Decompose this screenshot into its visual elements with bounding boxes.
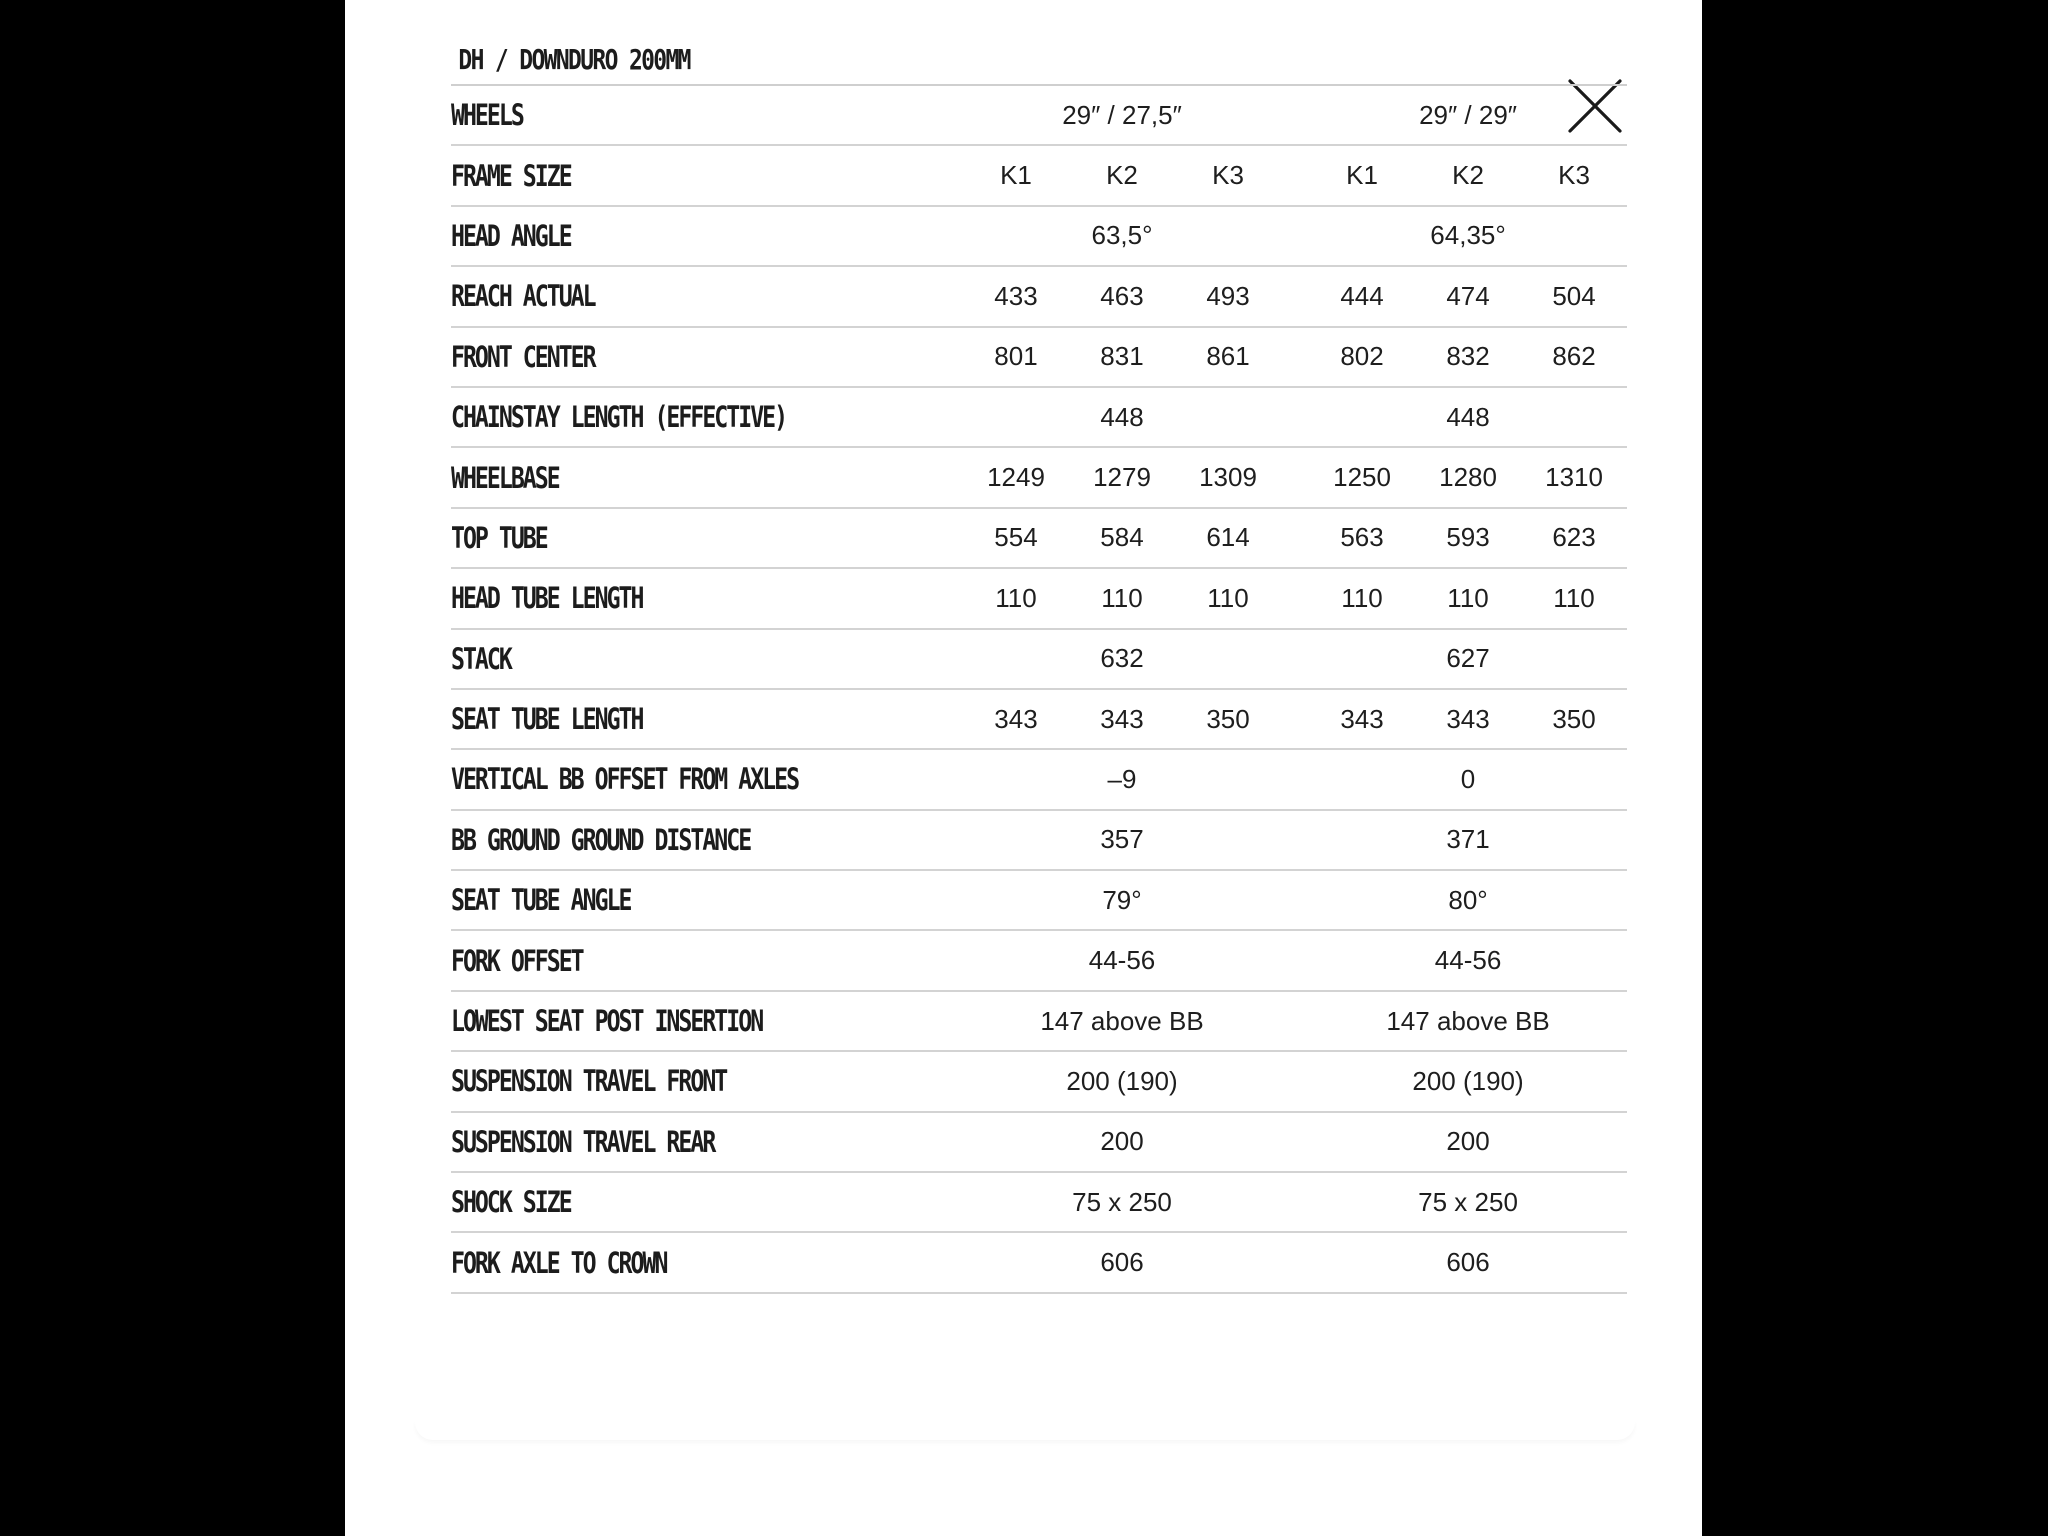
cell-value: 861 — [1206, 341, 1250, 372]
cell-value: 44-56 — [1088, 945, 1156, 976]
table-row — [451, 689, 1627, 749]
table-row — [451, 568, 1627, 628]
cell-value: 623 — [1552, 522, 1596, 553]
cell-value: 350 — [1206, 703, 1250, 734]
cell-value: 433 — [994, 280, 1038, 311]
cell-value: 802 — [1340, 341, 1384, 372]
row-label: STACK — [451, 641, 511, 676]
table-row — [451, 447, 1627, 507]
cell-value: 801 — [994, 341, 1038, 372]
table-row — [451, 930, 1627, 990]
row-label: HEAD TUBE LENGTH — [451, 581, 643, 616]
cell-value: 75 x 250 — [1418, 1186, 1518, 1217]
table-row — [451, 387, 1627, 447]
cell-value: 64,35° — [1430, 220, 1506, 251]
cell-value: 474 — [1446, 280, 1490, 311]
modal-bottom-edge — [415, 1420, 1635, 1440]
row-label: CHAINSTAY LENGTH (EFFECTIVE) — [451, 400, 787, 435]
row-label: BB GROUND GROUND DISTANCE — [451, 822, 751, 857]
cell-value: 200 — [1446, 1126, 1490, 1157]
cell-value: 350 — [1552, 703, 1596, 734]
cell-value: 563 — [1340, 522, 1384, 553]
table-row — [451, 870, 1627, 930]
cell-value: 147 above BB — [1386, 1005, 1550, 1036]
table-row — [451, 629, 1627, 689]
cell-value: 343 — [994, 703, 1038, 734]
cell-value: 29″ / 27,5″ — [1062, 99, 1182, 130]
cell-value: 200 (190) — [1066, 1065, 1178, 1096]
cell-value: 343 — [1100, 703, 1144, 734]
table-row — [451, 749, 1627, 809]
cell-value: 463 — [1100, 280, 1144, 311]
row-label: SHOCK SIZE — [451, 1185, 571, 1220]
cell-value: 110 — [995, 582, 1037, 613]
table-row — [451, 327, 1627, 387]
cell-value: K2 — [1452, 160, 1484, 191]
cell-value: 147 above BB — [1040, 1005, 1204, 1036]
cell-value: 832 — [1446, 341, 1490, 372]
cell-value: 584 — [1100, 522, 1144, 553]
cell-value: 63,5° — [1091, 220, 1153, 251]
cell-value: 110 — [1447, 582, 1489, 613]
row-label: SUSPENSION TRAVEL REAR — [451, 1124, 715, 1159]
cell-value: K1 — [1346, 160, 1378, 191]
cell-value: 29″ / 29″ — [1419, 99, 1517, 130]
row-label: VERTICAL BB OFFSET FROM AXLES — [451, 762, 799, 797]
cell-value: 831 — [1100, 341, 1144, 372]
cell-value: 343 — [1446, 703, 1490, 734]
cell-value: 110 — [1207, 582, 1249, 613]
row-label: FORK AXLE TO CROWN — [451, 1245, 667, 1280]
row-label: FRAME SIZE — [451, 158, 571, 193]
row-label: LOWEST SEAT POST INSERTION — [451, 1004, 763, 1039]
geometry-table — [451, 84, 1627, 1294]
cell-value: 627 — [1446, 643, 1490, 674]
row-label: FORK OFFSET — [451, 943, 583, 978]
table-row — [451, 508, 1627, 568]
table-row — [451, 1112, 1627, 1172]
cell-value: 357 — [1100, 824, 1144, 855]
row-label: SEAT TUBE LENGTH — [451, 702, 643, 737]
cell-value: 504 — [1552, 280, 1596, 311]
cell-value: 1250 — [1333, 462, 1391, 493]
cell-value: 200 (190) — [1412, 1065, 1524, 1096]
cell-value: 110 — [1553, 582, 1595, 613]
geometry-modal — [345, 0, 1702, 1536]
cell-value: 614 — [1206, 522, 1250, 553]
cell-value: 632 — [1100, 643, 1144, 674]
cell-value: K2 — [1106, 160, 1138, 191]
cell-value: 1309 — [1199, 462, 1257, 493]
cell-value: 200 — [1100, 1126, 1144, 1157]
table-row — [451, 1172, 1627, 1232]
cell-value: –9 — [1107, 763, 1137, 794]
row-label: REACH ACTUAL — [451, 279, 595, 314]
row-label: WHEELS — [451, 98, 523, 133]
geometry-table-container — [451, 36, 1603, 1294]
table-row — [451, 85, 1627, 145]
row-label: FRONT CENTER — [451, 339, 595, 374]
cell-value: 80° — [1448, 884, 1488, 915]
cell-value: 493 — [1206, 280, 1250, 311]
row-label: SUSPENSION TRAVEL FRONT — [451, 1064, 727, 1099]
cell-value: 0 — [1460, 763, 1476, 794]
table-title: DH / DOWNDURO 200MM — [458, 43, 690, 76]
cell-value: 79° — [1102, 884, 1142, 915]
row-label: WHEELBASE — [451, 460, 559, 495]
cell-value: 1280 — [1439, 462, 1497, 493]
row-label: TOP TUBE — [451, 520, 547, 555]
row-label: SEAT TUBE ANGLE — [451, 883, 631, 918]
table-row — [451, 1232, 1627, 1292]
cell-value: 371 — [1446, 824, 1490, 855]
cell-value: 606 — [1446, 1247, 1490, 1278]
cell-value: 593 — [1446, 522, 1490, 553]
cell-value: 448 — [1100, 401, 1144, 432]
table-row — [451, 810, 1627, 870]
cell-value: 44-56 — [1434, 945, 1502, 976]
cell-value: 606 — [1100, 1247, 1144, 1278]
table-row — [451, 1051, 1627, 1111]
cell-value: 1310 — [1545, 462, 1603, 493]
cell-value: 1249 — [987, 462, 1045, 493]
spec-sheet-page — [345, 0, 1702, 1536]
cell-value: 343 — [1340, 703, 1384, 734]
table-row — [451, 145, 1627, 205]
cell-value: 110 — [1101, 582, 1143, 613]
cell-value: 75 x 250 — [1072, 1186, 1172, 1217]
cell-value: 554 — [994, 522, 1038, 553]
cell-value: K1 — [1000, 160, 1032, 191]
table-row — [451, 206, 1627, 266]
table-row — [451, 266, 1627, 326]
table-row — [451, 991, 1627, 1051]
cell-value: 1279 — [1093, 462, 1151, 493]
cell-value: 448 — [1446, 401, 1490, 432]
cell-value: K3 — [1558, 160, 1590, 191]
row-label: HEAD ANGLE — [451, 218, 571, 253]
cell-value: K3 — [1212, 160, 1244, 191]
cell-value: 444 — [1340, 280, 1384, 311]
cell-value: 110 — [1341, 582, 1383, 613]
cell-value: 862 — [1552, 341, 1596, 372]
